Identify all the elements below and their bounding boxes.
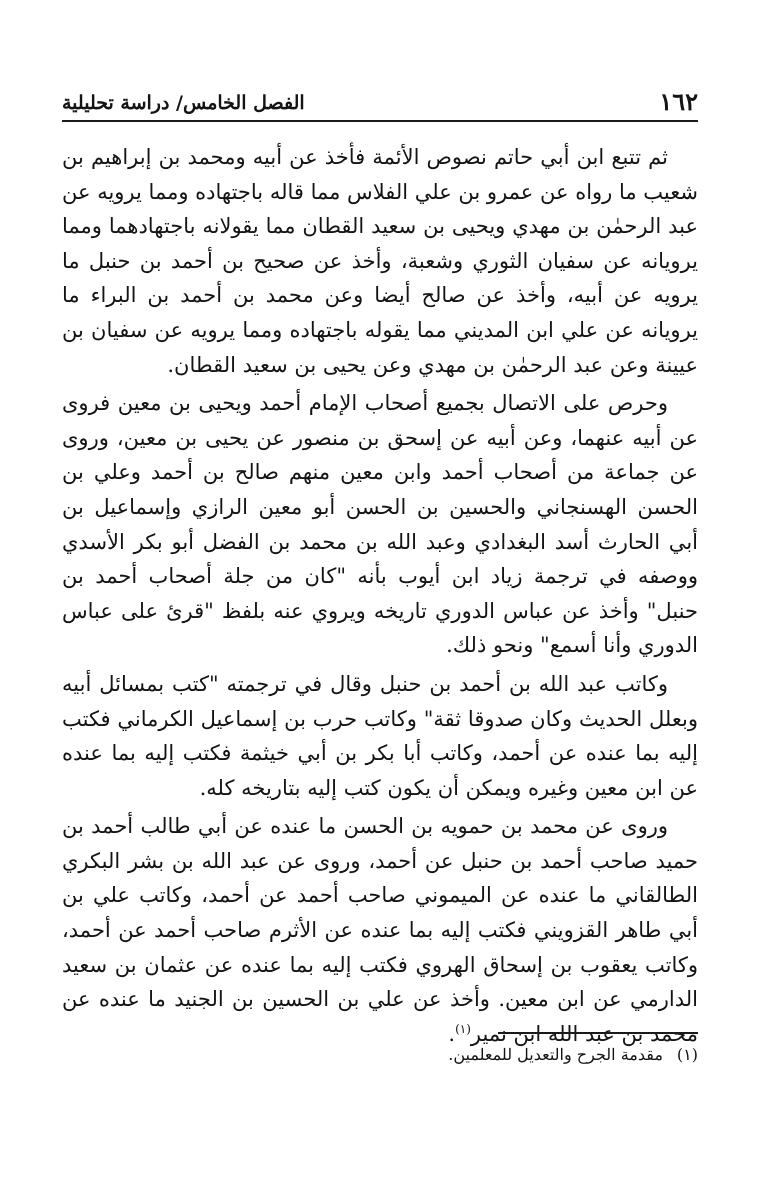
page-header (62, 84, 698, 122)
footnote-text: مقدمة الجرح والتعديل للمعلمين. (448, 1045, 663, 1064)
paragraph-4 (62, 809, 698, 1051)
page-number: ١٦٢ (659, 87, 698, 116)
footnote (62, 1042, 698, 1068)
paragraph-3: وكاتب عبد الله بن أحمد بن حنبل وقال في ترجمته "كتب بمسائل أبيه وبعلل الحديث وكان صدوقا ثقة" وكاتب حرب بن إسماعيل الكرماني فكتب إليه بما عنده عن أحمد، وكاتب أبا بكر بن أبي خيثمة فكتب إليه بما عنده عن ابن معين وغيره ويمكن أن يكون كتب إليه بتاريخه كله. (62, 671, 698, 800)
paragraph-1: ثم تتبع ابن أبي حاتم نصوص الأئمة فأخذ عن أبيه ومحمد بن إبراهيم بن شعيب ما رواه عن عمرو بن علي الفلاس مما قاله باجتهاده ومما يرويه عن عبد الرحمٰن بن مهدي ويحيى بن سعيد القطان مما يقولانه باجتهادهما ومما يرويانه عن سفيان الثوري وشعبة، وأخذ عن صحيح بن أحمد بن حنبل ما يرويه عن أبيه، وأخذ عن صالح أيضا وعن محمد بن أحمد بن البراء ما يرويانه عن علي ابن المديني مما يقوله باجتهاده ومما يرويه عن سفيان بن عيينة وعن عبد الرحمٰن بن مهدي وعن يحيى بن سعيد القطان. (62, 145, 698, 377)
footnote-reference[interactable]: (١) (455, 1021, 471, 1036)
paragraph-4-end: . (448, 1021, 456, 1046)
paragraph-2: وحرص على الاتصال بجميع أصحاب الإمام أحمد ويحيى بن معين فروى عن أبيه عنهما، وعن أبيه عن إسحق بن منصور عن يحيى بن معين، وروى عن جماعة من أصحاب أحمد وابن معين منهم صالح بن أحمد وعلي بن الحسن الهسنجاني والحسين بن الحسن أبو معين الرازي وإسماعيل بن أبي الحارث أسد البغدادي وعبد الله بن محمد بن الفضل أبو بكر الأسدي ووصفه في ترجمة زياد ابن أيوب بأنه "كان من جلة أصحاب أحمد بن حنبل" وأخذ عن عباس الدوري تاريخه ويروي عنه بلفظ "قرئ على عباس الدوري وأنا أسمع" ونحو ذلك. (62, 391, 698, 658)
paragraph-4-text: وروى عن محمد بن حمويه بن الحسن ما عنده عن أبي طالب أحمد بن حميد صاحب أحمد بن حنبل عن أحمد، وروى عن عبد الله بن بشر البكري الطالقاني ما عنده عن الميموني صاحب أحمد عن أحمد، وكاتب علي بن أبي طاهر القزويني فكتب إليه بما عنده عن الأثرم صاحب أحمد عن أحمد، وكاتب يعقوب بن إسحاق الهروي فكتب إليه بما عنده عن عثمان بن سعيد الدارمي عن ابن معين. وأخذ عن علي بن الحسين بن الجنيد ما عنده عن محمد بن عبد الله ابن نمير (62, 814, 698, 1046)
footnote-divider (498, 1032, 698, 1034)
footnote-number: (١) (676, 1045, 698, 1064)
running-title: الفصل الخامس/ دراسة تحليلية (62, 92, 305, 114)
main-text (62, 140, 698, 1055)
